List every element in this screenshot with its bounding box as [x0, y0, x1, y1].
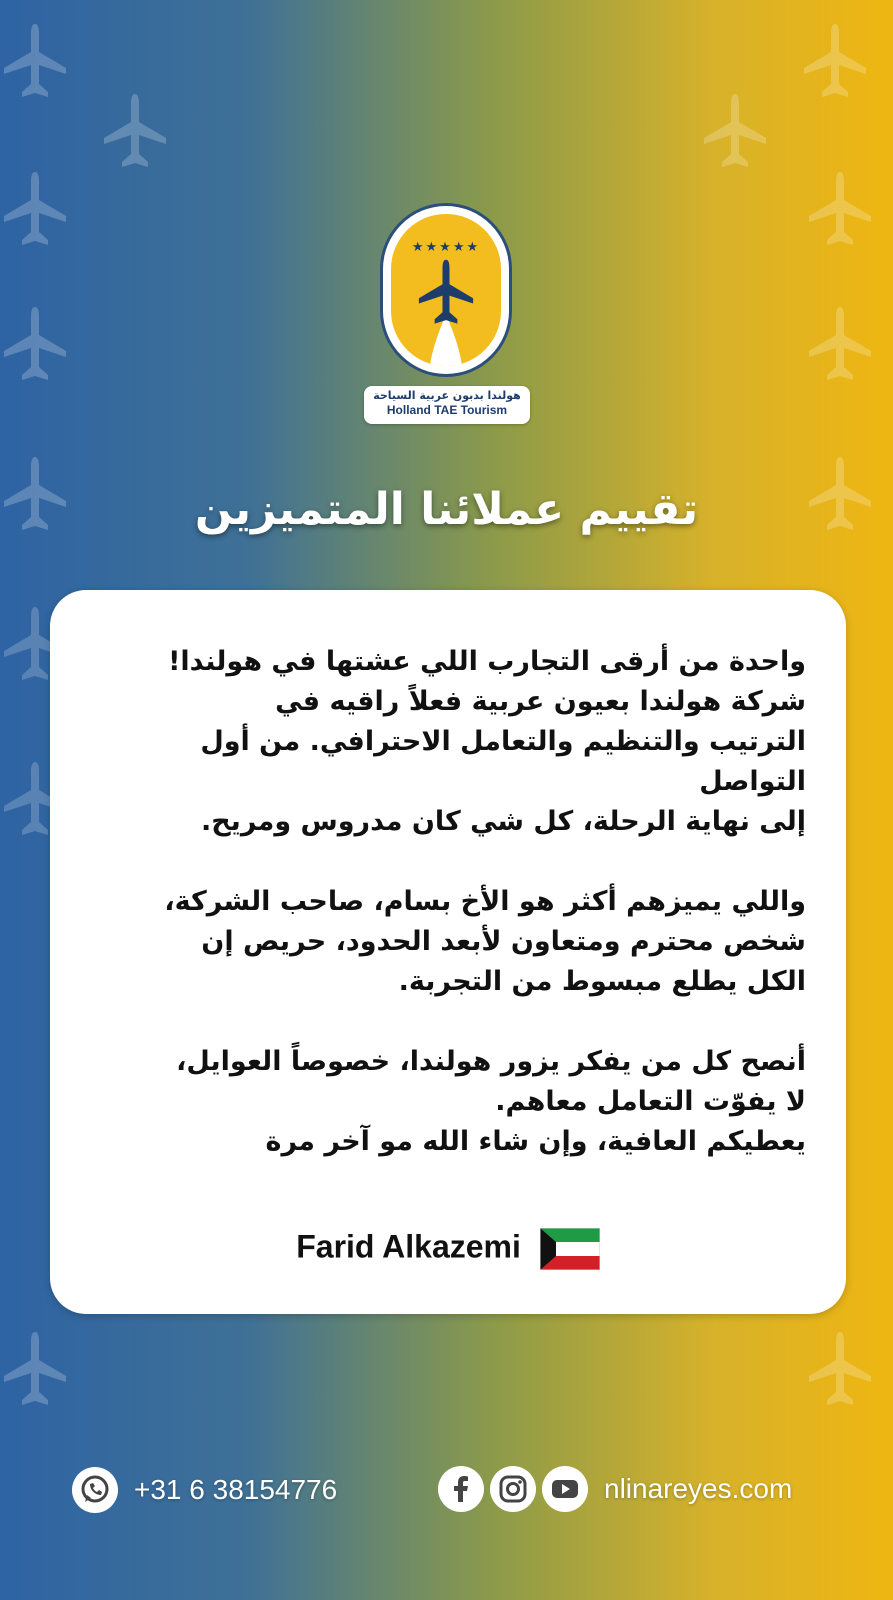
review-line: لا يفوّت التعامل معاهم.	[495, 1086, 806, 1117]
review-line: واحدة من أرقى التجارب اللي عشتها في هولندا!	[168, 646, 806, 677]
review-line: واللي يميزهم أكثر هو الأخ بسام، صاحب الشركة،	[164, 886, 806, 917]
brand-name-english: Holland TAE Tourism	[386, 403, 508, 417]
review-paragraph	[116, 642, 806, 842]
reviewer-name: Farid Alkazemi	[296, 1228, 521, 1265]
review-paragraph	[116, 882, 806, 1002]
review-line: التواصل	[699, 766, 806, 797]
review-text	[116, 642, 806, 1162]
footer-social	[438, 1464, 792, 1514]
review-line: شركة هولندا بعيون عربية فعلاً راقيه في	[275, 686, 806, 717]
review-card	[50, 590, 846, 1314]
youtube-icon[interactable]	[542, 1466, 588, 1512]
kuwait-flag-icon	[540, 1228, 600, 1270]
website-link[interactable]: nlinareyes.com	[604, 1473, 793, 1504]
star-icon: ★★★★★	[411, 240, 481, 255]
review-line: إلى نهاية الرحلة، كل شي كان مدروس ومريح.	[200, 806, 806, 837]
review-line: شخص محترم ومتعاون لأبعد الحدود، حريص إن	[201, 926, 806, 957]
review-line: أنصح كل من يفكر يزور هولندا، خصوصاً العوايل،	[176, 1046, 806, 1077]
airplane-icon	[411, 258, 481, 328]
instagram-icon[interactable]	[490, 1466, 536, 1512]
page-title: تقييم عملائنا المتميزين	[194, 484, 699, 535]
phone-number[interactable]: +31 6 38154776	[134, 1474, 338, 1505]
review-line: يعطيكم العافية، وإن شاء الله مو آخر مرة	[265, 1126, 806, 1157]
brand-logo	[383, 206, 509, 374]
footer-phone[interactable]	[72, 1466, 337, 1514]
review-line: الكل يطلع مبسوط من التجربة.	[398, 966, 806, 997]
brand-name-arabic: هولندا بدبون عربية السياحة	[373, 389, 521, 402]
review-paragraph	[116, 1042, 806, 1162]
review-line: الترتيب والتنظيم والتعامل الاحترافي. من أول	[200, 726, 806, 757]
brand-caption	[364, 386, 530, 424]
whatsapp-icon[interactable]	[72, 1467, 118, 1513]
facebook-icon[interactable]	[438, 1466, 484, 1512]
reviewer-signature	[50, 1228, 846, 1270]
